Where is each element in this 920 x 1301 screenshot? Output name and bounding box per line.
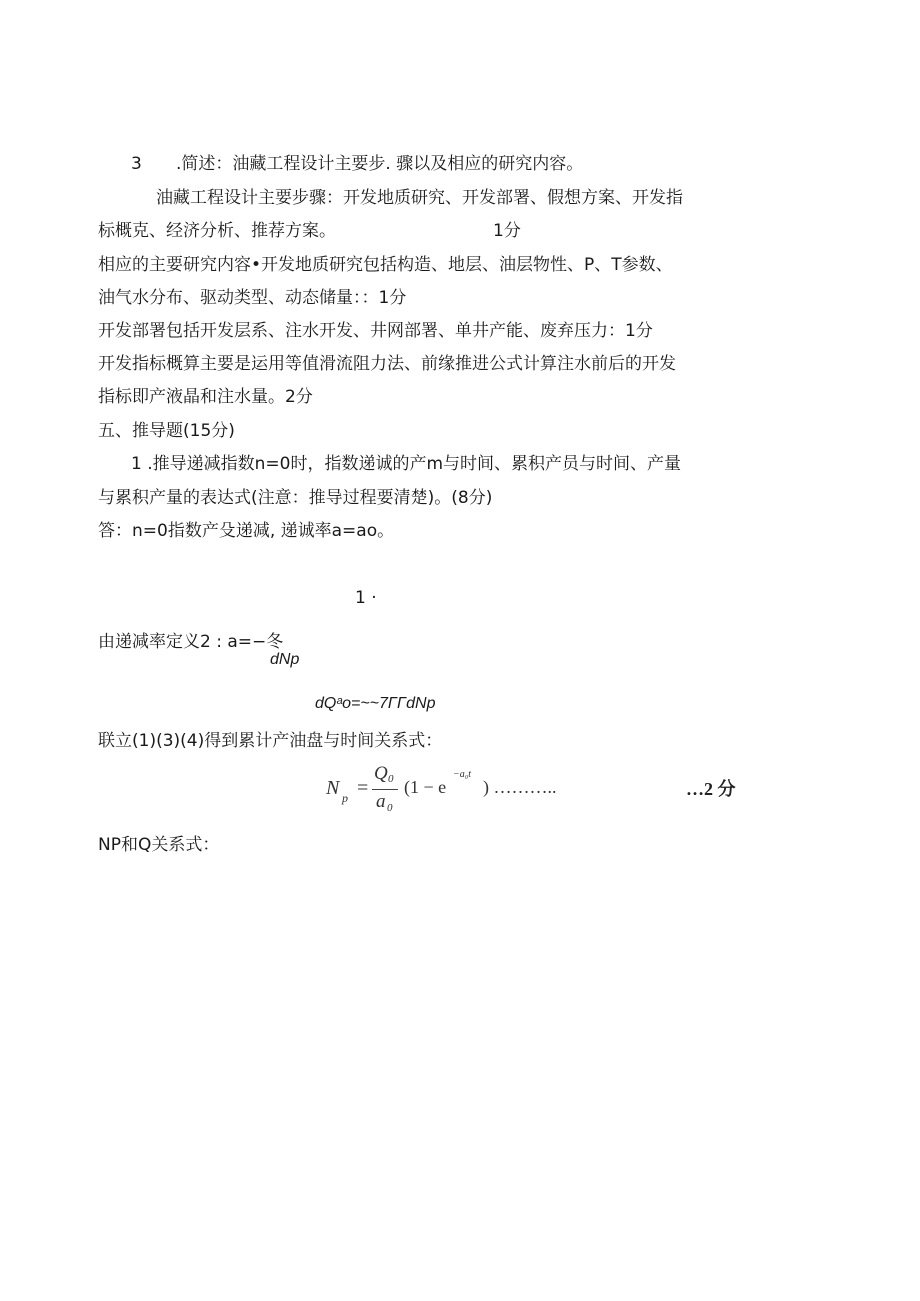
formula-equals: = xyxy=(357,777,369,799)
formula-lhs: N xyxy=(326,777,340,799)
formula-numerator: Q xyxy=(374,763,388,784)
question-3-title: .简述：油藏工程设计主要步. 骤以及相应的研究内容。 xyxy=(176,154,584,174)
deploy-line: 开发部署包括开发层系、注水开发、井网部署、单井产能、废弃压力：1分 xyxy=(98,321,653,341)
answer-line: 答：n=0指数产殳递减, 递诚率a=ao。 xyxy=(98,521,395,541)
research-line-2: 油气水分布、驱动类型、动态储量：：1分 xyxy=(98,288,407,308)
index-line-2: 指标即产液晶和注水量。2分 xyxy=(98,387,313,407)
formula-paren: (1 − e xyxy=(404,777,447,797)
formula-denominator: a xyxy=(376,791,386,812)
combine-line: 联立(1)(3)(4)得到累计产油盘与时间关系式： xyxy=(98,731,443,751)
section-5-heading: 五、推导题(15分) xyxy=(98,421,235,441)
steps-line-2: 标概克、经济分析、推荐方案。 xyxy=(98,221,336,241)
research-line-1: 相应的主要研究内容•开发地质研究包括构造、地层、油层物性、P、T参数、 xyxy=(98,255,673,275)
formula-denominator-sub: 0 xyxy=(387,802,393,814)
formula-close: ) ……….. xyxy=(483,777,557,797)
np-q-relation-line: NP和Q关系式： xyxy=(98,835,220,855)
differential-equation: dQᵃo=~~7ΓΓdNp xyxy=(315,695,436,712)
formula-lhs-sub: p xyxy=(342,791,348,805)
question-3-number: 3 xyxy=(131,154,142,174)
formula-score: …2 分 xyxy=(686,779,736,799)
formula-numerator-sub: 0 xyxy=(388,773,394,785)
steps-line-1: 油藏工程设计主要步骤：开发地质研究、开发部署、假想方案、开发指 xyxy=(156,188,683,208)
definition-denominator: dNp xyxy=(270,651,300,668)
equation-1-label: 1 · xyxy=(355,588,377,608)
steps-score: 1分 xyxy=(493,221,521,241)
formula-exponent: −a₀t xyxy=(453,769,472,780)
decline-rate-definition: 由递减率定义2 : a=−冬 xyxy=(98,632,284,652)
derivation-question-line-2: 与累积产量的表达式(注意：推导过程要清楚)。(8分) xyxy=(98,488,493,508)
formula-fraction-bar xyxy=(372,789,398,790)
index-line-1: 开发指标概算主要是运用等值滑流阻力法、前缘推进公式计算注水前后的开发 xyxy=(98,354,676,374)
cumulative-production-formula xyxy=(322,765,742,820)
derivation-question-line-1: 1 .推导递减指数n=0时，指数递诚的产m与时间、累积产员与时间、产量 xyxy=(131,454,682,474)
